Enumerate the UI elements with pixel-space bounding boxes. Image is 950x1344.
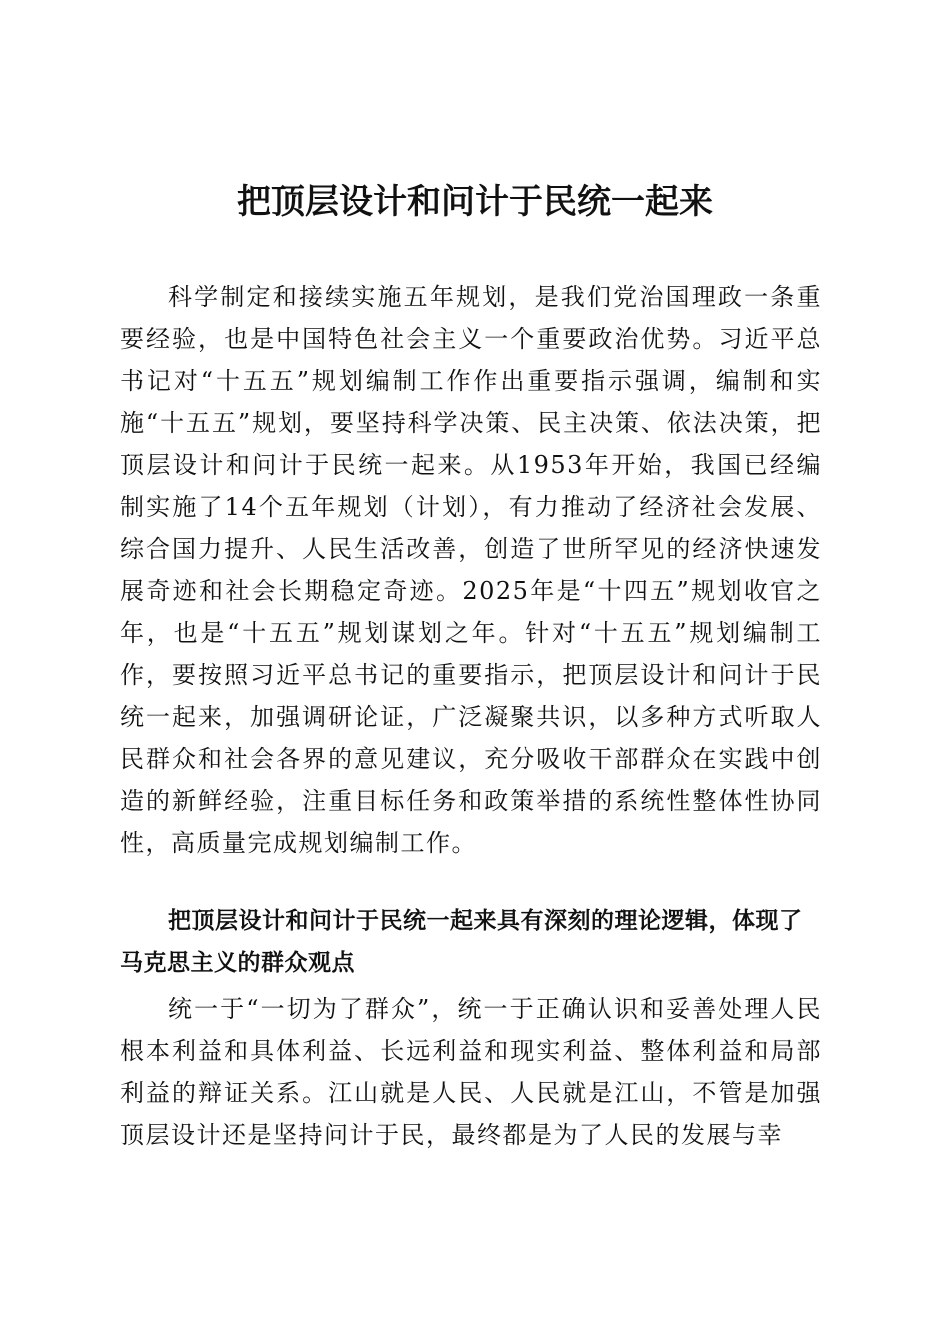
section-heading: 把顶层设计和问计于民统一起来具有深刻的理论逻辑，体现了马克思主义的群众观点 [120, 908, 803, 976]
section-paragraph: 统一于“一切为了群众”，统一于正确认识和妥善处理人民根本利益和具体利益、长远利益和现实利益、整体利益和局部利益的辩证关系。江山就是人民、人民就是江山，不管是加强顶层设计还是坚持问计于民，最终都是为了人民的发展与幸 [120, 995, 822, 1149]
document-title: 把顶层设计和问计于民统一起来 [237, 182, 713, 222]
intro-paragraph: 科学制定和接续实施五年规划，是我们党治国理政一条重要经验，也是中国特色社会主义一个重要政治优势。习近平总书记对“十五五”规划编制工作作出重要指示强调，编制和实施“十五五”规划，要坚持科学决策、民主决策、依法决策，把顶层设计和问计于民统一起来。从1953年开始，我国已经编制实施了14个五年规划（计划），有力推动了经济社会发展、综合国力提升、人民生活改善，创造了世所罕见的经济快速发展奇迹和社会长期稳定奇迹。2025年是“十四五”规划收官之年，也是“十五五”规划谋划之年。针对“十五五”规划编制工作，要按照习近平总书记的重要指示，把顶层设计和问计于民统一起来，加强调研论证，广泛凝聚共识，以多种方式听取人民群众和社会各界的意见建议，充分吸收干部群众在实践中创造的新鲜经验，注重目标任务和政策举措的系统性整体性协同性，高质量完成规划编制工作。 [120, 283, 822, 857]
